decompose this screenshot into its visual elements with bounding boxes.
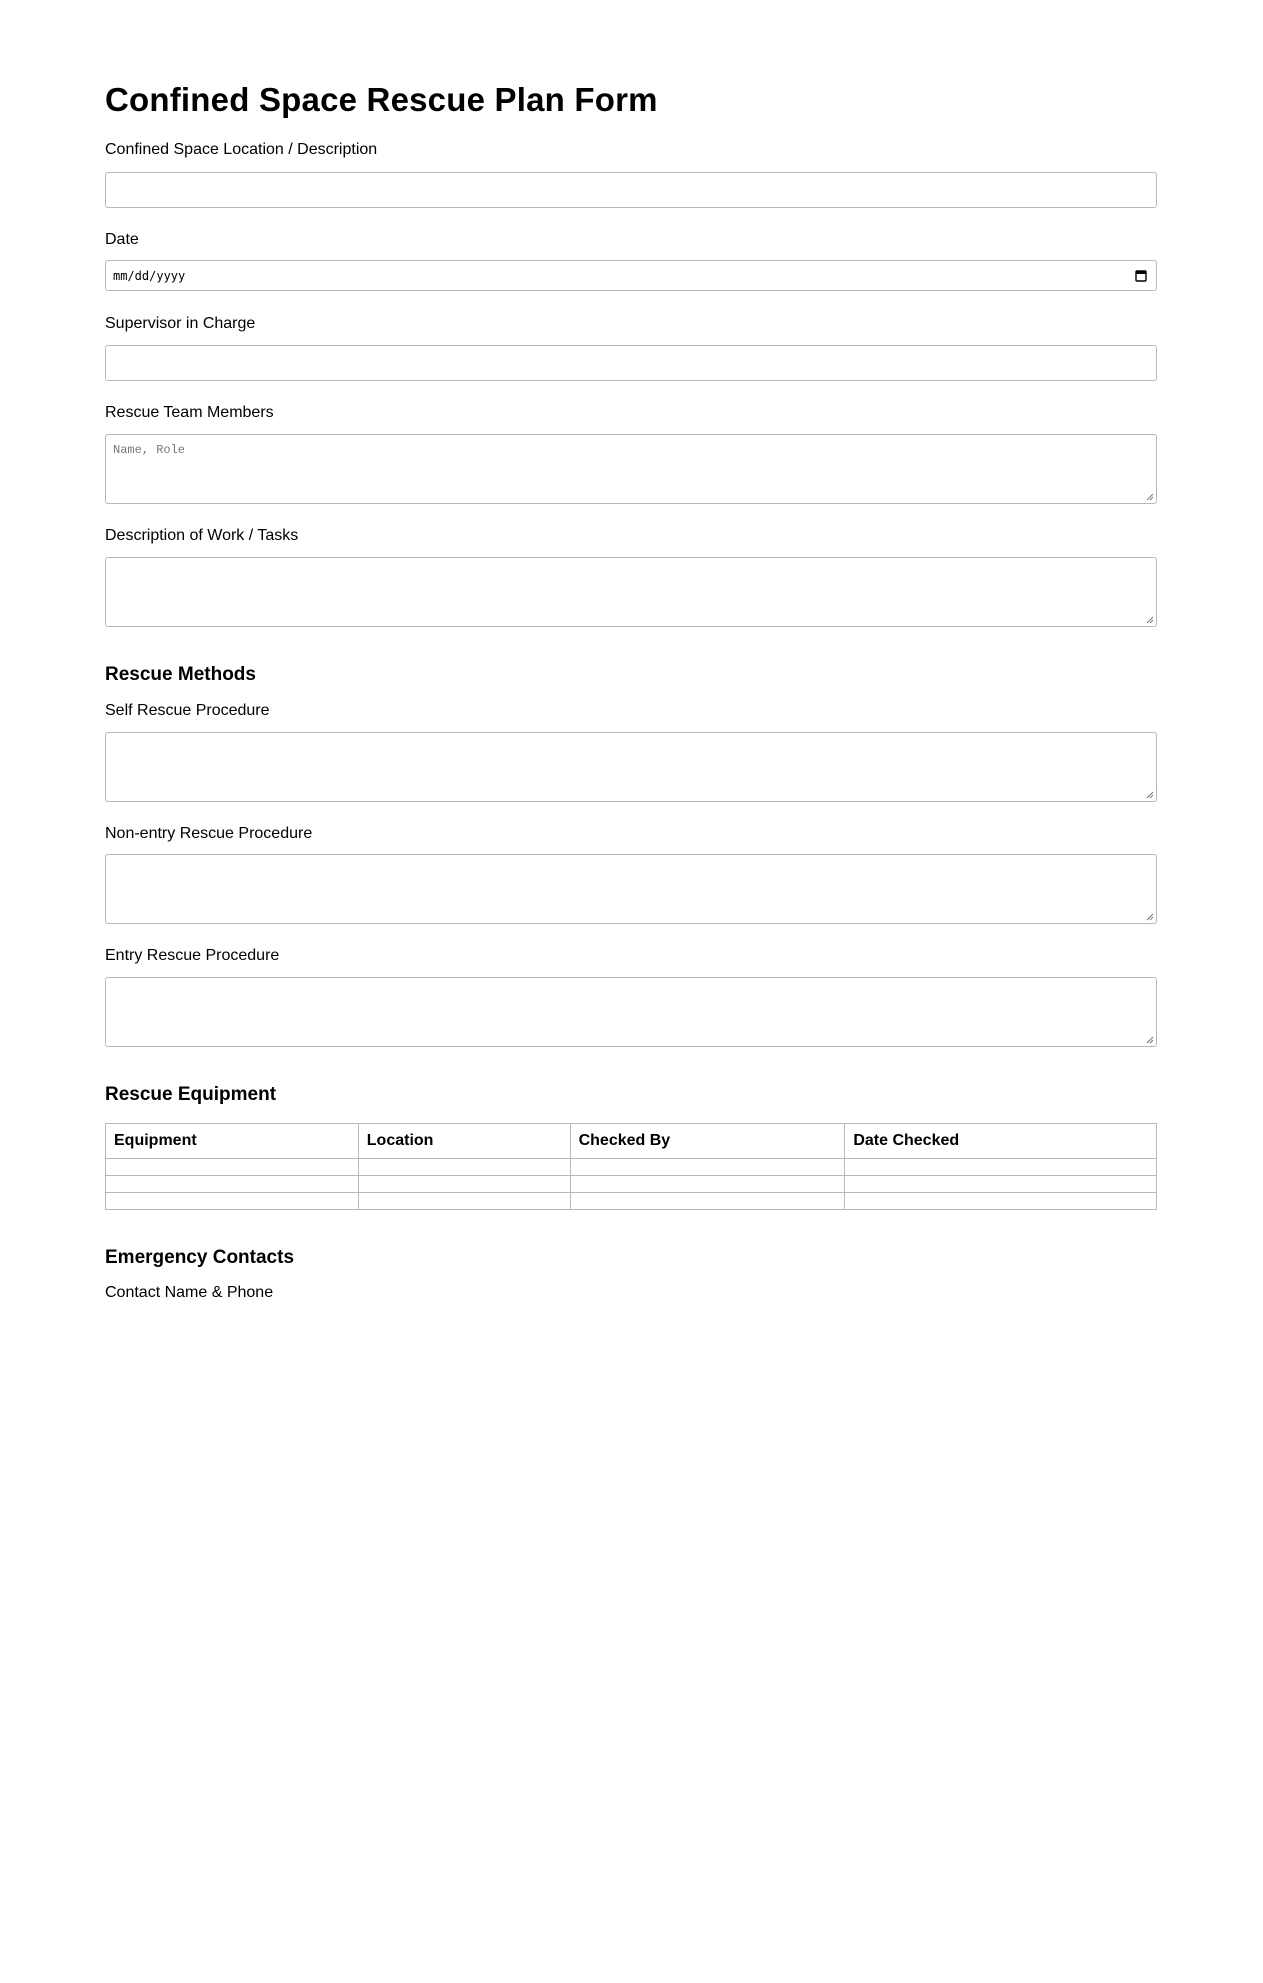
date-input[interactable] — [105, 260, 1157, 291]
table-row — [106, 1193, 1157, 1210]
date-placeholder: mm/dd/yyyy — [113, 269, 186, 283]
date-label: Date — [105, 231, 139, 248]
location-input[interactable] — [105, 172, 1157, 208]
work-description-label: Description of Work / Tasks — [105, 527, 299, 544]
supervisor-input[interactable] — [105, 345, 1157, 381]
table-cell[interactable] — [106, 1176, 359, 1193]
non-entry-rescue-label: Non-entry Rescue Procedure — [105, 825, 313, 842]
contact-name-phone-label: Contact Name & Phone — [105, 1284, 274, 1301]
table-cell[interactable] — [570, 1159, 845, 1176]
equipment-table — [105, 1123, 1157, 1210]
table-cell[interactable] — [358, 1159, 570, 1176]
team-members-placeholder: Name, Role — [113, 443, 186, 457]
resize-handle-icon[interactable] — [1146, 493, 1154, 501]
table-cell[interactable] — [570, 1176, 845, 1193]
team-members-textarea[interactable] — [105, 434, 1157, 504]
emergency-contacts-heading: Emergency Contacts — [105, 1247, 295, 1268]
non-entry-rescue-textarea[interactable] — [105, 854, 1157, 924]
resize-handle-icon[interactable] — [1146, 791, 1154, 799]
column-header-checked-by: Checked By — [570, 1124, 845, 1159]
entry-rescue-textarea[interactable] — [105, 977, 1157, 1047]
table-cell[interactable] — [845, 1193, 1157, 1210]
rescue-methods-heading: Rescue Methods — [105, 664, 256, 685]
table-cell[interactable] — [570, 1193, 845, 1210]
resize-handle-icon[interactable] — [1146, 1036, 1154, 1044]
column-header-location: Location — [358, 1124, 570, 1159]
table-cell[interactable] — [106, 1193, 359, 1210]
supervisor-label: Supervisor in Charge — [105, 315, 256, 332]
table-row — [106, 1176, 1157, 1193]
self-rescue-label: Self Rescue Procedure — [105, 702, 270, 719]
table-row — [106, 1159, 1157, 1176]
table-cell[interactable] — [358, 1193, 570, 1210]
table-cell[interactable] — [106, 1159, 359, 1176]
column-header-equipment: Equipment — [106, 1124, 359, 1159]
page-title: Confined Space Rescue Plan Form — [105, 81, 658, 118]
work-description-textarea[interactable] — [105, 557, 1157, 627]
table-cell[interactable] — [358, 1176, 570, 1193]
resize-handle-icon[interactable] — [1146, 616, 1154, 624]
column-header-date-checked: Date Checked — [845, 1124, 1157, 1159]
table-header-row — [106, 1124, 1157, 1159]
entry-rescue-label: Entry Rescue Procedure — [105, 947, 280, 964]
calendar-icon[interactable] — [1135, 269, 1147, 282]
rescue-equipment-heading: Rescue Equipment — [105, 1084, 277, 1105]
table-cell[interactable] — [845, 1176, 1157, 1193]
resize-handle-icon[interactable] — [1146, 913, 1154, 921]
self-rescue-textarea[interactable] — [105, 732, 1157, 802]
table-cell[interactable] — [845, 1159, 1157, 1176]
team-members-label: Rescue Team Members — [105, 404, 274, 421]
location-label: Confined Space Location / Description — [105, 141, 378, 158]
